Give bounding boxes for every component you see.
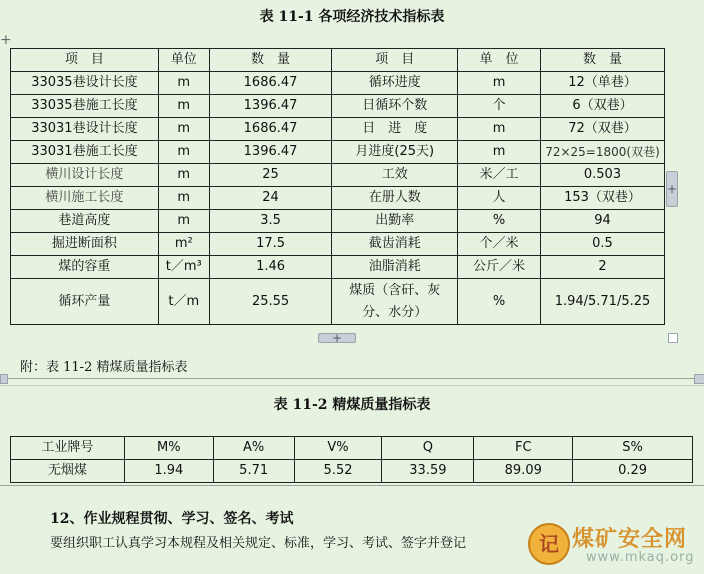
table-cell: 日循环个数 (332, 95, 458, 118)
table-cell: 1.94 (124, 460, 213, 483)
table-row (11, 460, 693, 483)
table-row (11, 279, 665, 325)
table-cell: 1396.47 (209, 95, 332, 118)
table-cell: 截齿消耗 (332, 233, 458, 256)
table-cell: 0.503 (540, 164, 664, 187)
table-cell: 2 (540, 256, 664, 279)
watermark-logo (528, 520, 704, 574)
table-cell: 循环产量 (11, 279, 159, 325)
header-cell: Q (382, 437, 474, 460)
table-row (11, 187, 665, 210)
table-cell: 5.71 (213, 460, 294, 483)
table-cell: m (158, 187, 209, 210)
table-cell: m (458, 141, 541, 164)
table-cell: % (458, 279, 541, 325)
table-cell: t／m³ (158, 256, 209, 279)
table-cell: 6（双巷） (540, 95, 664, 118)
table-cell: 33035巷施工长度 (11, 95, 159, 118)
table-row (11, 256, 665, 279)
table-cell: 横川施工长度 (11, 187, 159, 210)
header-cell: 单 位 (458, 49, 541, 72)
table-cell: 个 (458, 95, 541, 118)
economic-indicators-table (10, 48, 665, 325)
table-cell: 3.5 (209, 210, 332, 233)
header-cell: FC (474, 437, 573, 460)
table-cell: m (158, 118, 209, 141)
header-cell: V% (294, 437, 382, 460)
table-row (11, 118, 665, 141)
table-cell: 153（双巷） (540, 187, 664, 210)
header-cell: 数 量 (540, 49, 664, 72)
table-cell: 煤的容重 (11, 256, 159, 279)
table-row (11, 95, 665, 118)
table-cell: % (458, 210, 541, 233)
add-column-handle[interactable]: + (666, 171, 678, 207)
table-cell: 横川设计长度 (11, 164, 159, 187)
table-cell: 个／米 (458, 233, 541, 256)
table-cell: t／m (158, 279, 209, 325)
table-cell: 掘进断面积 (11, 233, 159, 256)
page-divider (0, 485, 704, 486)
section-heading: 12、作业规程贯彻、学习、签名、考试 (50, 511, 294, 527)
table-cell: 无烟煤 (11, 460, 125, 483)
table2-title: 表 11-2 精煤质量指标表 (273, 397, 431, 413)
table-header-row (11, 49, 665, 72)
table-cell: 12（单巷） (540, 72, 664, 95)
table-cell: 煤质（含矸、灰分、水分） (332, 279, 458, 325)
page-divider (0, 378, 704, 379)
table-cell: 33.59 (382, 460, 474, 483)
table-cell: 33031巷施工长度 (11, 141, 159, 164)
table-cell: 1396.47 (209, 141, 332, 164)
table-row (11, 164, 665, 187)
table-cell: m (458, 72, 541, 95)
appendix-note: 附：表 11-2 精煤质量指标表 (20, 360, 188, 375)
table-cell: 人 (458, 187, 541, 210)
table-cell: 米／工 (458, 164, 541, 187)
table-row (11, 210, 665, 233)
table-cell: 5.52 (294, 460, 382, 483)
table-cell: 17.5 (209, 233, 332, 256)
table-cell: m (158, 164, 209, 187)
table-cell: 巷道高度 (11, 210, 159, 233)
table-row (11, 72, 665, 95)
header-cell: 项 目 (11, 49, 159, 72)
header-cell: M% (124, 437, 213, 460)
header-cell: A% (213, 437, 294, 460)
table-cell: 24 (209, 187, 332, 210)
table-cell: 94 (540, 210, 664, 233)
table-cell: m (158, 141, 209, 164)
table-cell: 日 进 度 (332, 118, 458, 141)
table-cell: 89.09 (474, 460, 573, 483)
table-cell: 1686.47 (209, 72, 332, 95)
header-cell: S% (573, 437, 693, 460)
page-break-marker (694, 374, 704, 384)
logo-url: www.mkaq.org (586, 550, 695, 565)
table-cell: 在册人数 (332, 187, 458, 210)
header-cell: 数 量 (209, 49, 332, 72)
header-cell: 工业牌号 (11, 437, 125, 460)
logo-badge-icon: 记 (528, 523, 570, 565)
table-cell: 72（双巷） (540, 118, 664, 141)
table-cell: m (458, 118, 541, 141)
table-resize-handle[interactable] (668, 333, 678, 343)
table-cell: 33035巷设计长度 (11, 72, 159, 95)
header-cell: 项 目 (332, 49, 458, 72)
table-cell: m (158, 72, 209, 95)
table-move-handle[interactable]: + (0, 32, 12, 48)
table-cell: 油脂消耗 (332, 256, 458, 279)
table-cell: 25.55 (209, 279, 332, 325)
table-row (11, 141, 665, 164)
table-cell: m (158, 210, 209, 233)
header-cell: 单位 (158, 49, 209, 72)
page-divider (0, 385, 704, 386)
table-cell: 0.29 (573, 460, 693, 483)
section-paragraph: 要组织职工认真学习本规程及相关规定、标准，学习、考试、签字并登记 (50, 536, 467, 551)
page-break-marker (0, 374, 8, 384)
table-cell: 1.46 (209, 256, 332, 279)
add-row-handle[interactable]: + (318, 333, 356, 343)
table-cell: 1.94/5.71/5.25 (540, 279, 664, 325)
table-cell: 72×25=1800(双巷) (540, 141, 664, 164)
table1-title: 表 11-1 各项经济技术指标表 (259, 9, 445, 25)
table-cell: 工效 (332, 164, 458, 187)
table-cell: 0.5 (540, 233, 664, 256)
table-cell: 25 (209, 164, 332, 187)
table-header-row (11, 437, 693, 460)
table-cell: 循环进度 (332, 72, 458, 95)
table-cell: m (158, 95, 209, 118)
table-cell: 月进度(25天) (332, 141, 458, 164)
coal-quality-table (10, 436, 693, 483)
logo-name: 煤矿安全网 (572, 526, 688, 552)
table-cell: 公斤／米 (458, 256, 541, 279)
table-cell: 出勤率 (332, 210, 458, 233)
table-cell: 33031巷设计长度 (11, 118, 159, 141)
table-cell: 1686.47 (209, 118, 332, 141)
table-row (11, 233, 665, 256)
table-cell: m² (158, 233, 209, 256)
